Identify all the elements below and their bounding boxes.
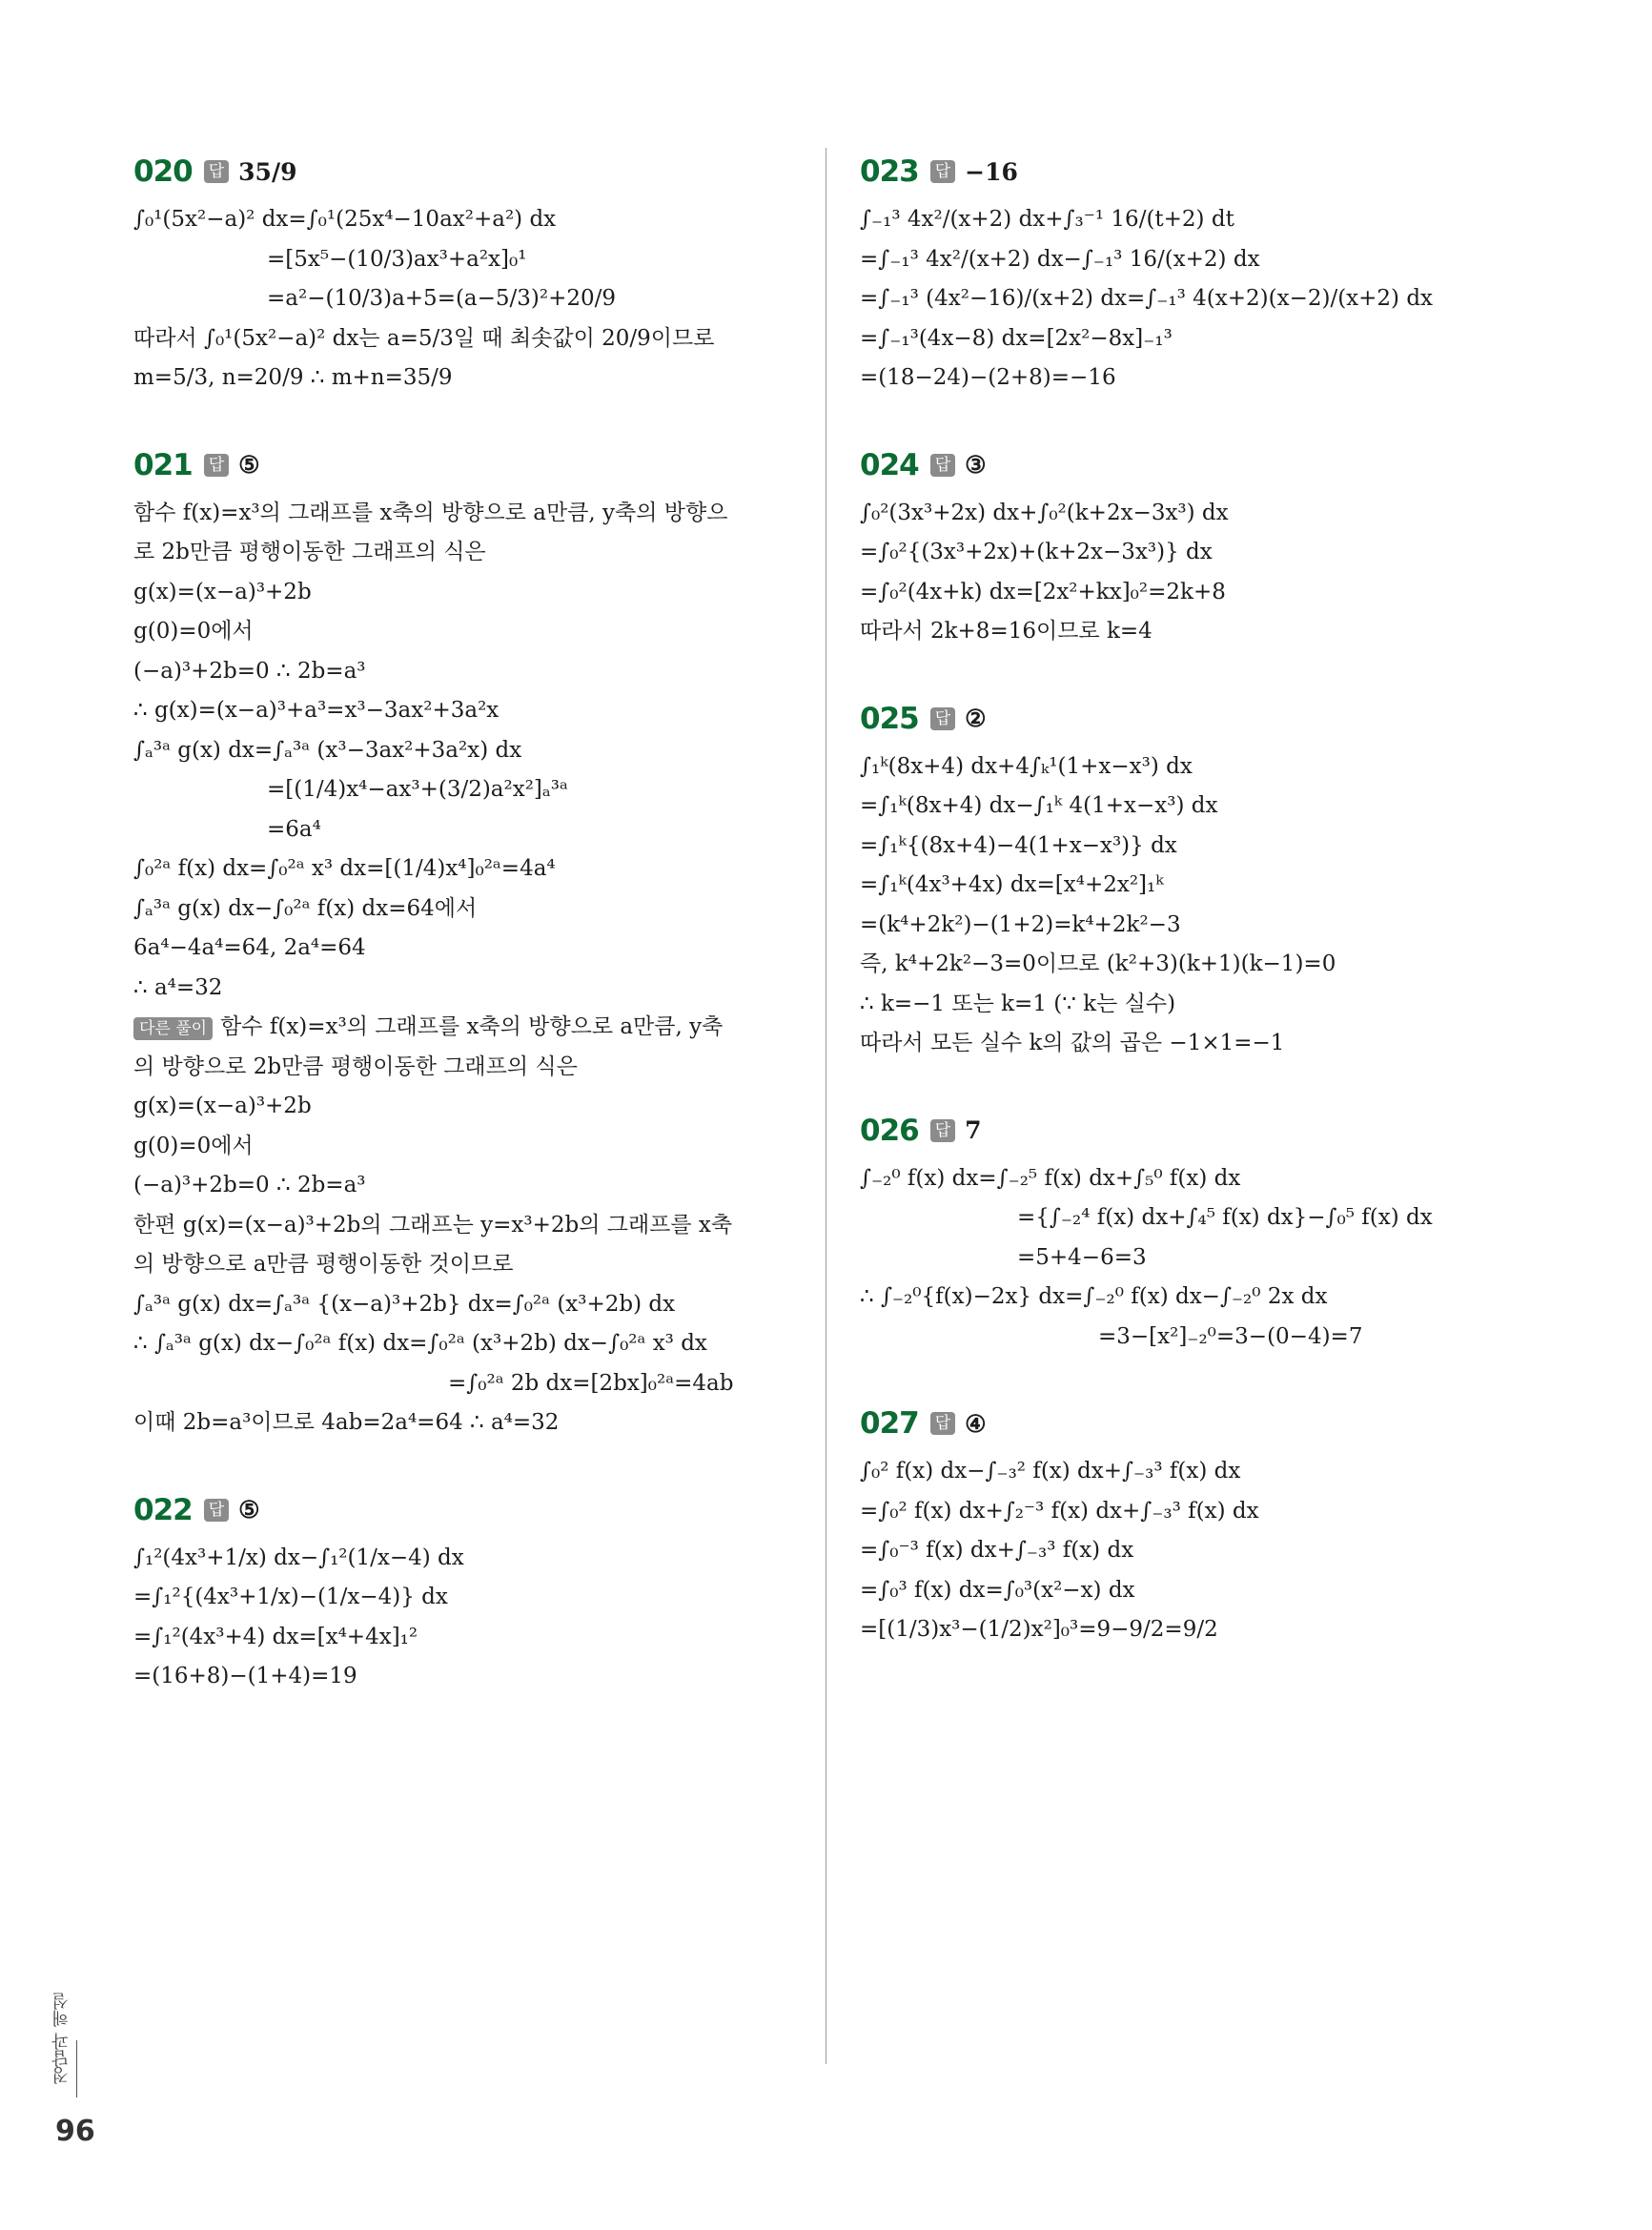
line-text: ∴ ∫₋₂⁰{f(x)−2x} dx=∫₋₂⁰ f(x) dx−∫₋₂⁰ 2x dx xyxy=(860,1284,1328,1309)
problem-number: 023 xyxy=(860,154,919,189)
solution-line xyxy=(860,1571,1518,1611)
solution-line xyxy=(860,1159,1518,1199)
line-text: 따라서 모든 실수 k의 값의 곱은 −1×1=−1 xyxy=(860,1031,1285,1055)
alt-solution-badge: 다른 풀이 xyxy=(133,1017,213,1040)
line-text: =∫₋₁³ (4x²−16)/(x+2) dx=∫₋₁³ 4(x+2)(x−2)/(x+2) dx xyxy=(860,286,1434,311)
line-text: ∫ₐ³ᵃ g(x) dx−∫₀²ᵃ f(x) dx=64에서 xyxy=(133,895,478,921)
solution-line xyxy=(133,691,791,731)
line-text: =∫₁²{(4x³+1/x)−(1/x−4)} dx xyxy=(133,1585,448,1609)
solution-line xyxy=(133,1618,791,1658)
solution-line xyxy=(860,240,1518,280)
line-text: =(k⁴+2k²)−(1+2)=k⁴+2k²−3 xyxy=(860,911,1181,937)
line-text: 함수 f(x)=x³의 그래프를 x축의 방향으로 a만큼, y축의 방향으 xyxy=(133,500,728,525)
line-text: 즉, k⁴+2k²−3=0이므로 (k²+3)(k+1)(k−1)=0 xyxy=(860,951,1336,976)
line-text: g(x)=(x−a)³+2b xyxy=(133,579,312,604)
line-text: ∫₀² f(x) dx−∫₋₃² f(x) dx+∫₋₃³ f(x) dx xyxy=(860,1459,1241,1483)
line-text: =∫₁ᵏ(4x³+4x) dx=[x⁴+2x²]₁ᵏ xyxy=(860,872,1164,897)
line-text: 의 방향으로 a만큼 평행이동한 것이므로 xyxy=(133,1252,514,1277)
line-text: 따라서 ∫₀¹(5x²−a)² dx는 a=5/3일 때 최솟값이 20/9이므로 xyxy=(133,325,715,351)
solution-line xyxy=(860,945,1518,985)
solution-line xyxy=(860,319,1518,359)
line-text: ∫₋₂⁰ f(x) dx=∫₋₂⁵ f(x) dx+∫₅⁰ f(x) dx xyxy=(860,1165,1241,1191)
line-text: =5+4−6=3 xyxy=(1017,1244,1147,1270)
solution-line xyxy=(860,1278,1518,1318)
line-text: (−a)³+2b=0 ∴ 2b=a³ xyxy=(133,658,366,684)
solution-line xyxy=(133,1403,791,1443)
solution-line xyxy=(860,906,1518,946)
line-text: 한편 g(x)=(x−a)³+2b의 그래프는 y=x³+2b의 그래프를 x축 xyxy=(133,1212,733,1238)
line-text: ∫ₐ³ᵃ g(x) dx=∫ₐ³ᵃ {(x−a)³+2b} dx=∫₀²ᵃ (x³+2b) dx xyxy=(133,1291,676,1317)
solution-line xyxy=(860,1238,1518,1279)
solution-020 xyxy=(133,143,791,399)
right-column xyxy=(860,143,1518,1688)
solution-line xyxy=(860,787,1518,827)
solution-line xyxy=(860,827,1518,867)
line-text: ∫₀¹(5x²−a)² dx=∫₀¹(25x⁴−10ax²+a²) dx xyxy=(133,207,557,232)
problem-number: 020 xyxy=(133,154,193,189)
solution-line xyxy=(133,810,791,850)
line-text: ∴ k=−1 또는 k=1 (∵ k는 실수) xyxy=(860,991,1176,1016)
answer-badge: 답 xyxy=(930,707,955,730)
line-text: ∫₋₁³ 4x²/(x+2) dx+∫₃⁻¹ 16/(t+2) dt xyxy=(860,207,1234,232)
line-text: (−a)³+2b=0 ∴ 2b=a³ xyxy=(133,1173,366,1197)
answer-badge: 답 xyxy=(930,454,955,477)
solution-line xyxy=(860,1492,1518,1532)
line-text: =[5x⁵−(10/3)ax³+a²x]₀¹ xyxy=(267,246,527,272)
solution-line xyxy=(860,747,1518,788)
line-text: ={∫₋₂⁴ f(x) dx+∫₄⁵ f(x) dx}−∫₀⁵ f(x) dx xyxy=(1017,1205,1433,1230)
answer-badge: 답 xyxy=(930,1119,955,1142)
solution-line xyxy=(133,200,791,240)
answer-value: ④ xyxy=(965,1409,987,1438)
line-text: 함수 f(x)=x³의 그래프를 x축의 방향으로 a만큼, y축 xyxy=(220,1014,724,1039)
line-text: =a²−(10/3)a+5=(a−5/3)²+20/9 xyxy=(267,286,617,311)
solution-025 xyxy=(860,690,1518,1064)
problem-number: 025 xyxy=(860,701,919,736)
solution-line xyxy=(133,533,791,573)
answer-value: ② xyxy=(965,705,987,732)
solution-line xyxy=(133,1285,791,1325)
answer-badge: 답 xyxy=(204,160,229,183)
solution-line xyxy=(860,612,1518,652)
solution-header xyxy=(860,1102,1518,1159)
solution-021 xyxy=(133,437,791,1443)
line-text: ∫₀²(3x³+2x) dx+∫₀²(k+2x−3x³) dx xyxy=(860,500,1229,525)
answer-badge: 답 xyxy=(204,454,229,477)
line-text: g(0)=0에서 xyxy=(133,619,254,644)
solution-line xyxy=(133,279,791,319)
line-text: =6a⁴ xyxy=(267,816,321,842)
solution-line xyxy=(133,319,791,359)
line-text: =∫₋₁³ 4x²/(x+2) dx−∫₋₁³ 16/(x+2) dx xyxy=(860,246,1260,272)
line-text: =∫₀⁻³ f(x) dx+∫₋₃³ f(x) dx xyxy=(860,1538,1134,1563)
solution-line xyxy=(133,652,791,692)
solution-line xyxy=(860,866,1518,906)
solution-line xyxy=(133,1578,791,1618)
line-text: 6a⁴−4a⁴=64, 2a⁴=64 xyxy=(133,935,366,960)
solution-header xyxy=(860,437,1518,494)
line-text: ∴ a⁴=32 xyxy=(133,974,223,1000)
solution-line xyxy=(133,612,791,652)
line-text: ∫ₐ³ᵃ g(x) dx=∫ₐ³ᵃ (x³−3ax²+3a²x) dx xyxy=(133,737,522,763)
solution-header xyxy=(133,437,791,494)
problem-number: 022 xyxy=(133,1492,193,1527)
line-text: =∫₀³ f(x) dx=∫₀³(x²−x) dx xyxy=(860,1577,1135,1603)
answer-value: −16 xyxy=(965,157,1018,186)
line-text: =3−[x²]₋₂⁰=3−(0−4)=7 xyxy=(1098,1323,1363,1349)
line-text: =∫₁ᵏ(8x+4) dx−∫₁ᵏ 4(1+x−x³) dx xyxy=(860,793,1218,818)
solution-line xyxy=(133,731,791,771)
solution-line xyxy=(133,969,791,1009)
solution-026 xyxy=(860,1102,1518,1358)
solution-header xyxy=(860,143,1518,200)
line-text: =∫₀²{(3x³+2x)+(k+2x−3x³)} dx xyxy=(860,540,1213,564)
line-text: =∫₀²(4x+k) dx=[2x²+kx]₀²=2k+8 xyxy=(860,579,1226,604)
side-bar xyxy=(76,2040,77,2097)
solution-line xyxy=(133,494,791,534)
line-text: ∫₀²ᵃ f(x) dx=∫₀²ᵃ x³ dx=[(1/4)x⁴]₀²ᵃ=4a⁴ xyxy=(133,856,556,881)
line-text: 로 2b만큼 평행이동한 그래프의 식은 xyxy=(133,540,486,564)
solution-line xyxy=(860,358,1518,399)
solution-line xyxy=(860,1531,1518,1571)
answer-value: ③ xyxy=(965,451,987,479)
line-text: ∫₁²(4x³+1/x) dx−∫₁²(1/x−4) dx xyxy=(133,1545,464,1570)
solution-line xyxy=(133,849,791,890)
solution-line xyxy=(133,1087,791,1127)
solution-line xyxy=(860,533,1518,573)
answer-badge: 답 xyxy=(204,1499,229,1522)
solution-line xyxy=(133,1166,791,1206)
solution-header xyxy=(860,1395,1518,1452)
line-text: =∫₁²(4x³+4) dx=[x⁴+4x]₁² xyxy=(133,1624,418,1649)
solution-022 xyxy=(133,1482,791,1697)
problem-number: 026 xyxy=(860,1113,919,1148)
line-text: ∴ g(x)=(x−a)³+a³=x³−3ax²+3a²x xyxy=(133,698,500,723)
solution-line xyxy=(133,1324,791,1364)
solution-line xyxy=(860,985,1518,1025)
line-text: g(0)=0에서 xyxy=(133,1133,254,1158)
solution-line xyxy=(860,573,1518,613)
answer-value: 35/9 xyxy=(238,157,297,186)
solution-line xyxy=(133,358,791,399)
line-text: =∫₀² f(x) dx+∫₂⁻³ f(x) dx+∫₋₃³ f(x) dx xyxy=(860,1498,1259,1524)
line-text: ∫₁ᵏ(8x+4) dx+4∫ₖ¹(1+x−x³) dx xyxy=(860,753,1193,779)
solution-line xyxy=(860,1318,1518,1358)
solution-line xyxy=(133,1364,791,1404)
solution-027 xyxy=(860,1395,1518,1650)
line-text: =∫₁ᵏ{(8x+4)−4(1+x−x³)} dx xyxy=(860,832,1177,858)
solution-line xyxy=(133,929,791,969)
solution-line xyxy=(860,494,1518,534)
line-text: =(16+8)−(1+4)=19 xyxy=(133,1664,357,1688)
solution-header xyxy=(133,143,791,200)
solution-line xyxy=(860,1024,1518,1064)
answer-value: 7 xyxy=(965,1116,982,1144)
answer-value: ⑤ xyxy=(238,1496,260,1524)
page-number: 96 xyxy=(55,2115,95,2148)
solution-line xyxy=(133,890,791,930)
solution-line xyxy=(133,1206,791,1246)
line-text: =(18−24)−(2+8)=−16 xyxy=(860,365,1116,390)
solution-line xyxy=(860,200,1518,240)
solution-line xyxy=(860,279,1518,319)
line-text: 이때 2b=a³이므로 4ab=2a⁴=64 ∴ a⁴=32 xyxy=(133,1410,560,1435)
line-text: =∫₋₁³(4x−8) dx=[2x²−8x]₋₁³ xyxy=(860,325,1173,351)
solution-line xyxy=(860,1452,1518,1492)
problem-number: 027 xyxy=(860,1406,919,1441)
solution-line xyxy=(860,1198,1518,1238)
solution-line xyxy=(133,1657,791,1697)
solution-header xyxy=(860,690,1518,747)
solution-024 xyxy=(860,437,1518,652)
answer-badge: 답 xyxy=(930,160,955,183)
solution-line xyxy=(133,1048,791,1088)
line-text: =∫₀²ᵃ 2b dx=[2bx]₀²ᵃ=4ab xyxy=(448,1370,734,1396)
line-text: =[(1/3)x³−(1/2)x²]₀³=9−9/2=9/2 xyxy=(860,1617,1218,1642)
problem-number: 024 xyxy=(860,447,919,482)
solution-header xyxy=(133,1482,791,1539)
solution-023 xyxy=(860,143,1518,399)
answer-badge: 답 xyxy=(930,1412,955,1435)
line-text: m=5/3, n=20/9 ∴ m+n=35/9 xyxy=(133,365,453,390)
answer-value: ⑤ xyxy=(238,451,260,479)
line-text: 의 방향으로 2b만큼 평행이동한 그래프의 식은 xyxy=(133,1054,578,1079)
solution-line xyxy=(133,1008,791,1048)
line-text: ∴ ∫ₐ³ᵃ g(x) dx−∫₀²ᵃ f(x) dx=∫₀²ᵃ (x³+2b) dx−∫₀²ᵃ x³ dx xyxy=(133,1331,707,1356)
solution-line xyxy=(133,1539,791,1579)
solution-line xyxy=(133,770,791,810)
problem-number: 021 xyxy=(133,447,193,482)
line-text: g(x)=(x−a)³+2b xyxy=(133,1094,312,1118)
line-text: 따라서 2k+8=16이므로 k=4 xyxy=(860,619,1152,644)
solution-line xyxy=(133,1245,791,1285)
solution-line xyxy=(133,573,791,613)
solution-line xyxy=(133,240,791,280)
solution-line xyxy=(860,1610,1518,1650)
side-label: 정답과 해설 xyxy=(51,1993,71,2084)
left-column xyxy=(133,143,791,1735)
solution-line xyxy=(133,1127,791,1167)
line-text: =[(1/4)x⁴−ax³+(3/2)a²x²]ₐ³ᵃ xyxy=(267,777,568,802)
